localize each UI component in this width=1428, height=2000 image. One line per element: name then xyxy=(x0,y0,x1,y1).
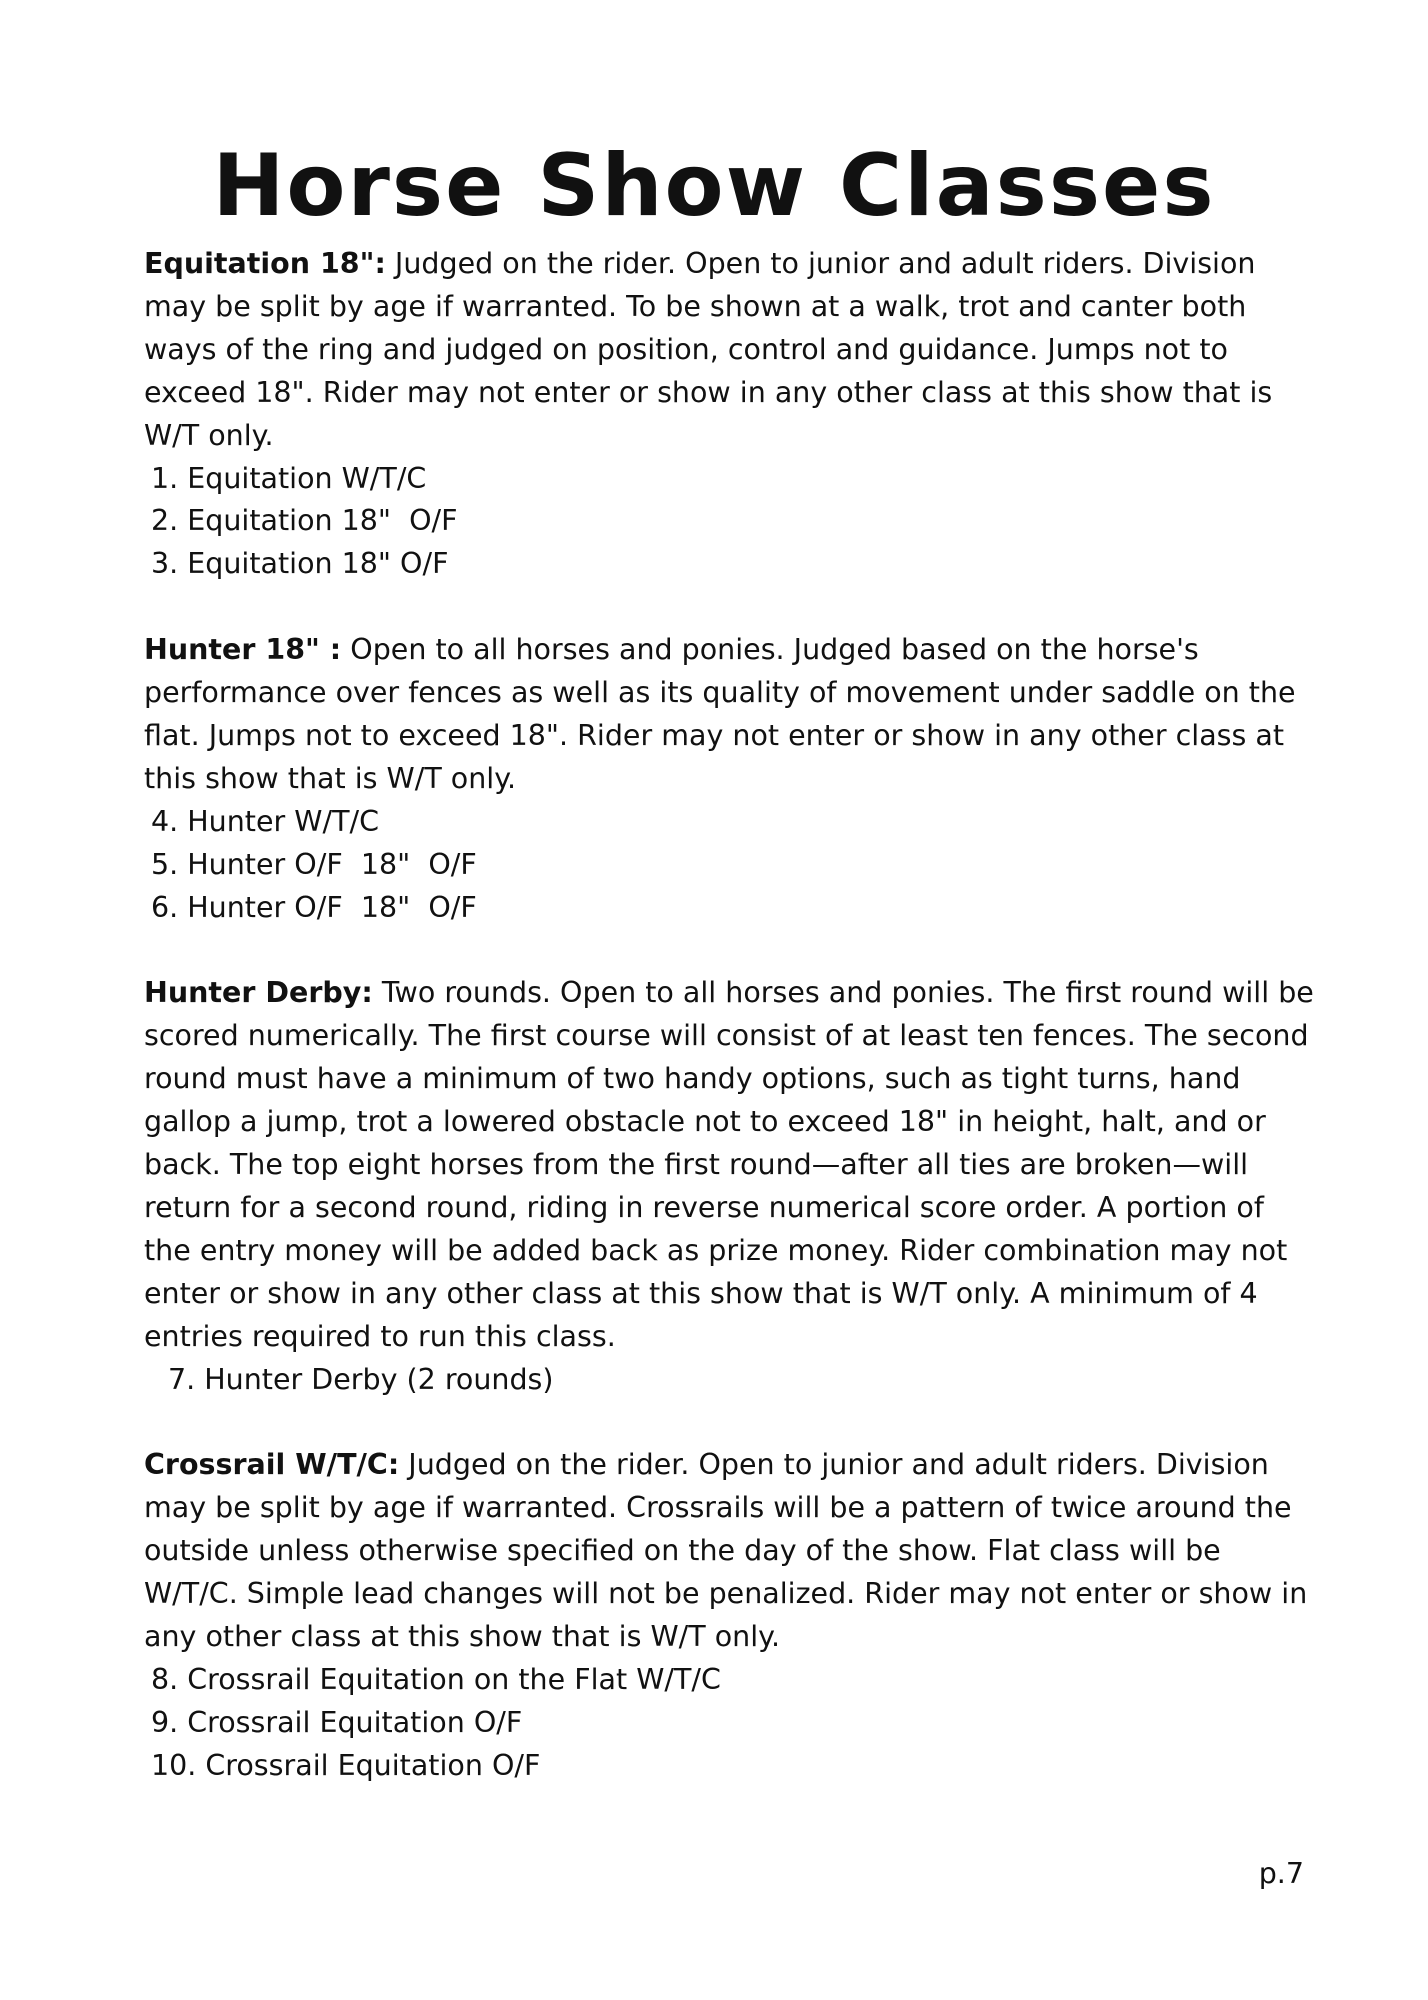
section-heading: Crossrail W/T/C: xyxy=(144,1448,400,1482)
section-description xyxy=(144,1444,1314,1659)
page-number: p.7 xyxy=(1258,1857,1304,1890)
class-item: 3. Equitation 18" O/F xyxy=(151,547,449,581)
class-item: 9. Crossrail Equitation O/F xyxy=(151,1705,523,1739)
section-description xyxy=(144,972,1314,1358)
section-equitation-18 xyxy=(144,243,1314,586)
class-item: 10. Crossrail Equitation O/F xyxy=(151,1748,541,1782)
class-list xyxy=(144,801,1314,930)
section-body: Open to all horses and ponies. Judged based on the horse's performance over fences as well as its quality of movement under saddle on the flat. Jumps not to exceed 18". Rider may not enter or show in any other class at this show that is W/T only. xyxy=(144,633,1296,795)
class-list xyxy=(144,1659,1314,1788)
page-title: Horse Show Classes xyxy=(212,136,1216,236)
class-item: 1. Equitation W/T/C xyxy=(151,461,427,495)
section-crossrail xyxy=(144,1444,1314,1787)
section-heading: Hunter 18" : xyxy=(144,633,342,667)
class-item: 7. Hunter Derby (2 rounds) xyxy=(168,1362,554,1396)
class-item: 5. Hunter O/F 18" O/F xyxy=(151,847,477,881)
section-description xyxy=(144,243,1314,458)
class-list xyxy=(144,1359,1314,1402)
section-body: Two rounds. Open to all horses and ponies. The first round will be scored numerically. The first course will consist of at least ten fences. The second round must have a minimum of two handy options, such as tight turns, hand gallop a jump, trot a lowered obstacle not to exceed 18" in height, halt, and or back. The top eight horses from the first round—after all ties are broken—will return for a second round, riding in reverse numerical score order. A portion of the entry money will be added back as prize money. Rider combination may not enter or show in any other class at this show that is W/T only. A minimum of 4 entries required to run this class. xyxy=(144,976,1314,1353)
class-descriptions xyxy=(144,243,1314,1830)
section-description xyxy=(144,629,1314,801)
class-item: 2. Equitation 18" O/F xyxy=(151,504,458,538)
section-heading: Hunter Derby: xyxy=(144,976,373,1010)
class-item: 8. Crossrail Equitation on the Flat W/T/C xyxy=(151,1662,721,1696)
class-item: 6. Hunter O/F 18" O/F xyxy=(151,890,477,924)
class-list xyxy=(144,458,1314,587)
section-body: Judged on the rider. Open to junior and adult riders. Division may be split by age if warranted. To be shown at a walk, trot and canter both ways of the ring and judged on position, control and guidance. Jumps not to exceed 18". Rider may not enter or show in any other class at this show that is W/T only. xyxy=(144,247,1273,452)
class-item: 4. Hunter W/T/C xyxy=(151,804,379,838)
section-heading: Equitation 18": xyxy=(144,247,386,280)
section-hunter-18 xyxy=(144,629,1314,929)
section-hunter-derby xyxy=(144,972,1314,1401)
section-body: Judged on the rider. Open to junior and adult riders. Division may be split by age if warranted. Crossrails will be a pattern of twice around the outside unless otherwise specified on the day of the show. Flat class will be W/T/C. Simple lead changes will not be penalized. Rider may not enter or show in any other class at this show that is W/T only. xyxy=(144,1448,1308,1653)
